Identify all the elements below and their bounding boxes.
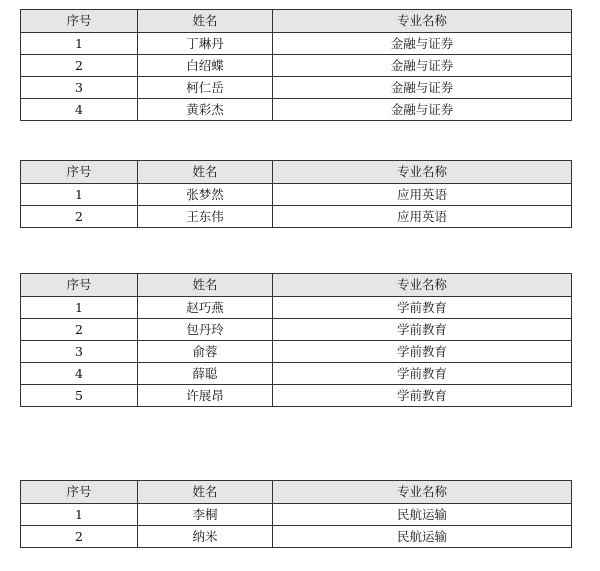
cell-major: 学前教育 bbox=[273, 363, 572, 385]
table-row bbox=[21, 99, 572, 121]
header-row bbox=[21, 274, 572, 297]
cell-major: 民航运输 bbox=[273, 526, 572, 548]
header-major: 专业名称 bbox=[273, 10, 572, 33]
cell-no: 2 bbox=[21, 526, 138, 548]
cell-major: 学前教育 bbox=[273, 341, 572, 363]
cell-name: 李桐 bbox=[138, 504, 273, 526]
header-row bbox=[21, 10, 572, 33]
cell-no: 1 bbox=[21, 297, 138, 319]
cell-name: 丁琳丹 bbox=[138, 33, 273, 55]
cell-no: 2 bbox=[21, 206, 138, 228]
cell-name: 俞蓉 bbox=[138, 341, 273, 363]
cell-major: 金融与证券 bbox=[273, 33, 572, 55]
cell-name: 包丹玲 bbox=[138, 319, 273, 341]
table-row bbox=[21, 55, 572, 77]
cell-major: 金融与证券 bbox=[273, 77, 572, 99]
table-row bbox=[21, 77, 572, 99]
cell-no: 3 bbox=[21, 77, 138, 99]
header-name: 姓名 bbox=[138, 161, 273, 184]
header-name: 姓名 bbox=[138, 10, 273, 33]
cell-major: 金融与证券 bbox=[273, 99, 572, 121]
table-row bbox=[21, 206, 572, 228]
header-name: 姓名 bbox=[138, 481, 273, 504]
cell-no: 5 bbox=[21, 385, 138, 407]
cell-no: 1 bbox=[21, 184, 138, 206]
header-no: 序号 bbox=[21, 161, 138, 184]
header-no: 序号 bbox=[21, 10, 138, 33]
cell-name: 柯仁岳 bbox=[138, 77, 273, 99]
cell-name: 纳米 bbox=[138, 526, 273, 548]
cell-major: 学前教育 bbox=[273, 297, 572, 319]
header-name: 姓名 bbox=[138, 274, 273, 297]
header-no: 序号 bbox=[21, 481, 138, 504]
cell-name: 许展昂 bbox=[138, 385, 273, 407]
cell-name: 薛聪 bbox=[138, 363, 273, 385]
cell-major: 学前教育 bbox=[273, 385, 572, 407]
header-major: 专业名称 bbox=[273, 274, 572, 297]
cell-name: 张梦然 bbox=[138, 184, 273, 206]
cell-name: 王东伟 bbox=[138, 206, 273, 228]
table-row bbox=[21, 363, 572, 385]
table-row bbox=[21, 526, 572, 548]
table-row bbox=[21, 184, 572, 206]
cell-major: 应用英语 bbox=[273, 184, 572, 206]
header-major: 专业名称 bbox=[273, 481, 572, 504]
roster-table-preschool bbox=[20, 273, 572, 407]
cell-name: 白绍蝶 bbox=[138, 55, 273, 77]
table-row bbox=[21, 504, 572, 526]
cell-no: 4 bbox=[21, 363, 138, 385]
cell-major: 民航运输 bbox=[273, 504, 572, 526]
roster-table-english bbox=[20, 160, 572, 228]
header-no: 序号 bbox=[21, 274, 138, 297]
table-row bbox=[21, 319, 572, 341]
header-row bbox=[21, 481, 572, 504]
header-row bbox=[21, 161, 572, 184]
cell-no: 1 bbox=[21, 33, 138, 55]
header-major: 专业名称 bbox=[273, 161, 572, 184]
cell-no: 3 bbox=[21, 341, 138, 363]
cell-no: 2 bbox=[21, 55, 138, 77]
cell-major: 金融与证券 bbox=[273, 55, 572, 77]
cell-no: 1 bbox=[21, 504, 138, 526]
table-row bbox=[21, 297, 572, 319]
table-row bbox=[21, 341, 572, 363]
cell-major: 应用英语 bbox=[273, 206, 572, 228]
table-row bbox=[21, 385, 572, 407]
cell-no: 2 bbox=[21, 319, 138, 341]
cell-no: 4 bbox=[21, 99, 138, 121]
roster-table-aviation bbox=[20, 480, 572, 548]
roster-table-finance bbox=[20, 9, 572, 121]
table-row bbox=[21, 33, 572, 55]
cell-name: 赵巧燕 bbox=[138, 297, 273, 319]
cell-name: 黄彩杰 bbox=[138, 99, 273, 121]
cell-major: 学前教育 bbox=[273, 319, 572, 341]
